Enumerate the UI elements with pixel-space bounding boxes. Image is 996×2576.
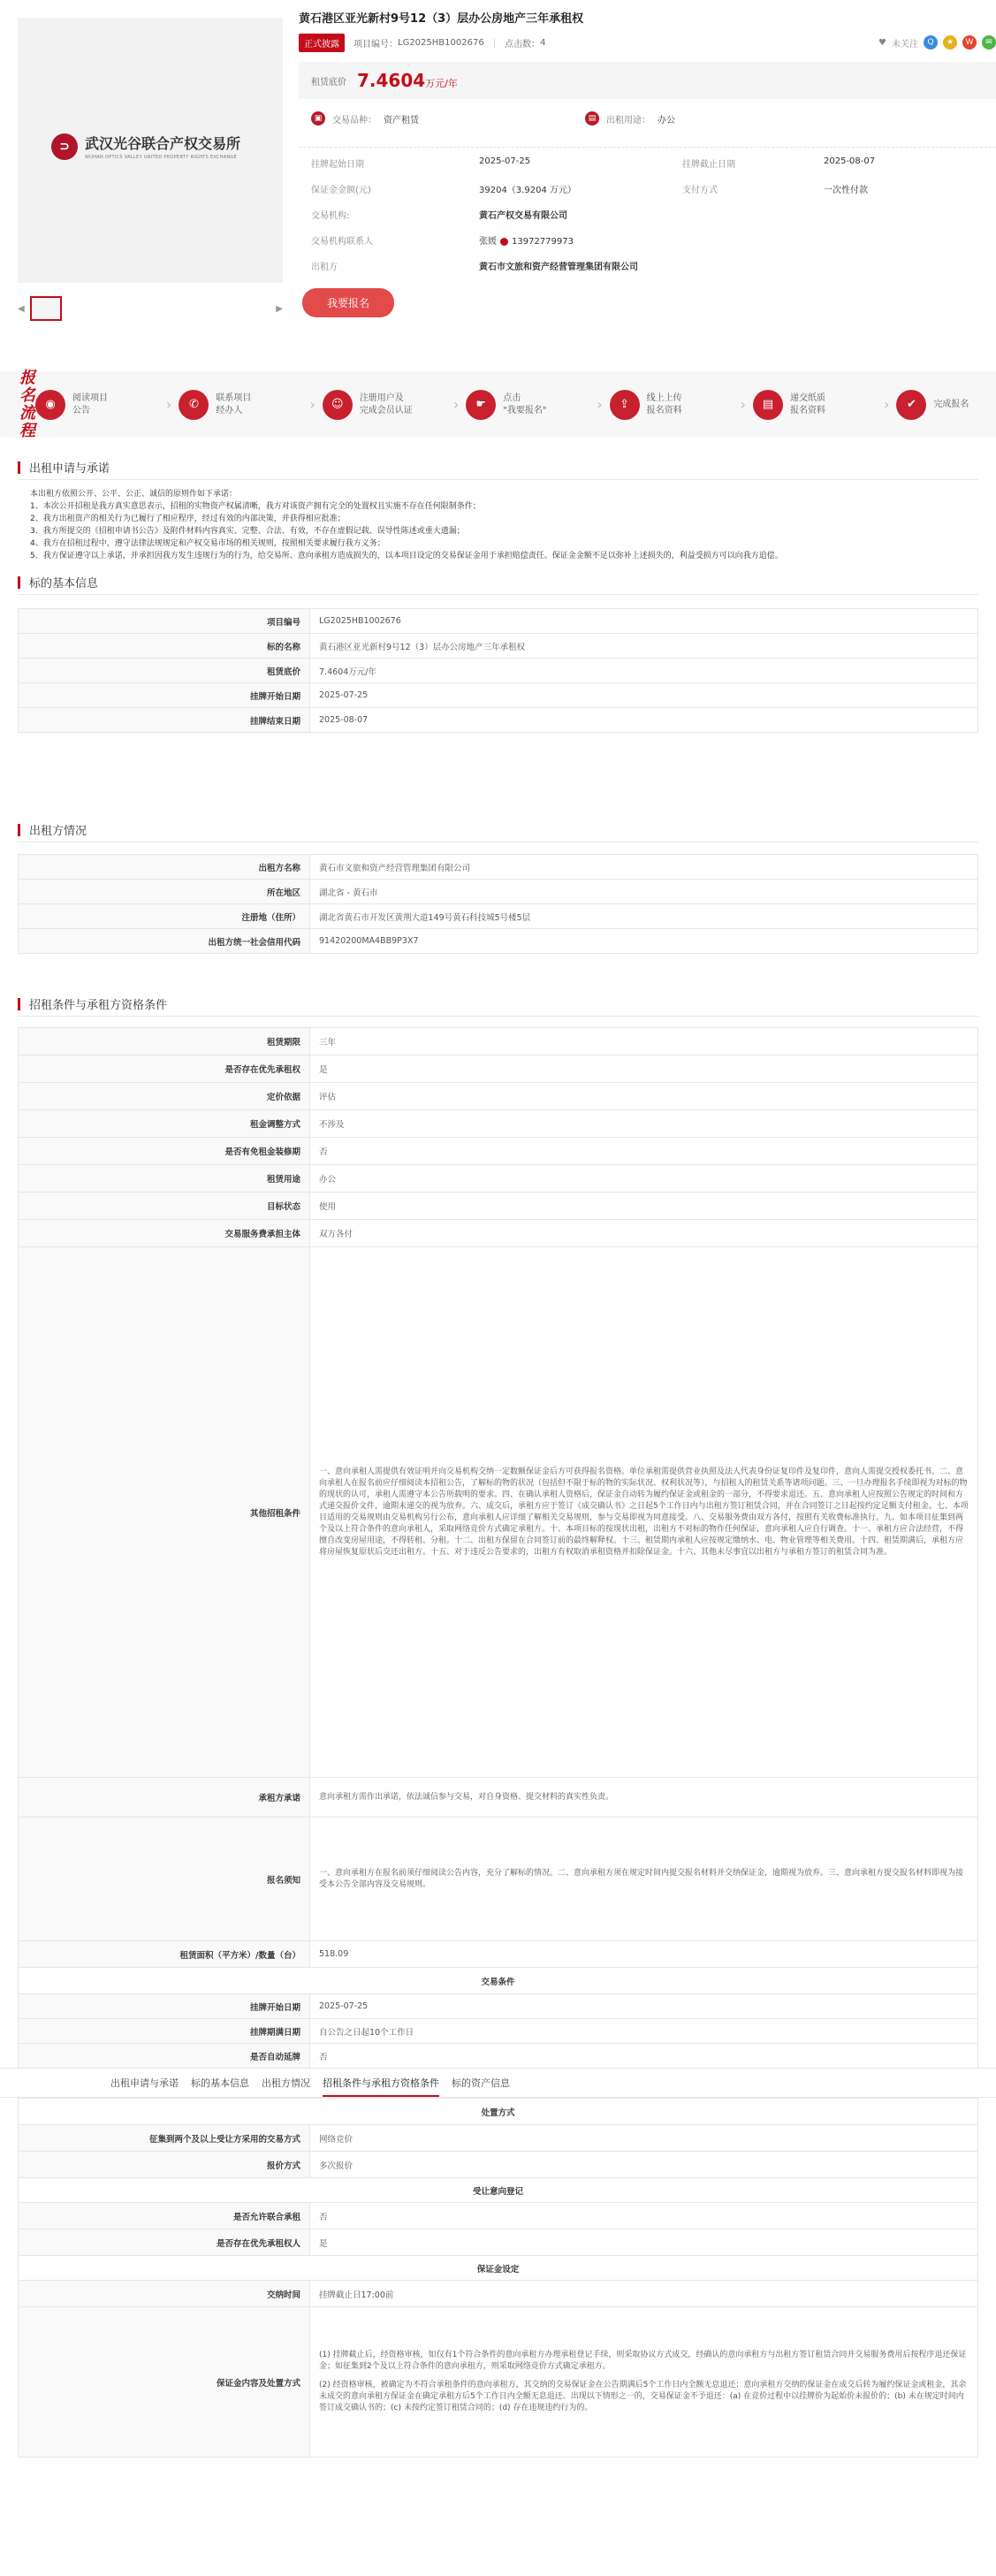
row-value: 518.09 bbox=[310, 1941, 978, 1968]
process-title-2: 流程 bbox=[19, 403, 35, 440]
step-label bbox=[933, 399, 969, 411]
notice-line: 4、我方在招租过程中，遵守法律法规规定和产权交易市场的相关规则，按照相关要求履行我方义务； bbox=[30, 539, 385, 548]
section-lessor-header: 出租方情况 bbox=[18, 818, 978, 842]
disposal-para-1: (1) 挂牌截止后，经资格审核，如仅有1个符合条件的意向承租方办理承租登记手续，则采取协议方式成交，经确认的意向承租方与出租方签订租赁合同并交易服务费用后按程序退还保证金；如征集到2个及以上符合条件的意向承租方，则采取网络竞价方式确定承租方。 bbox=[319, 2351, 967, 2371]
row-label: 报名须知 bbox=[19, 1818, 310, 1941]
row-label: 挂牌开始日期 bbox=[19, 683, 310, 708]
step-line-1: 递交纸质 bbox=[790, 392, 826, 403]
table-row bbox=[19, 855, 978, 880]
project-image bbox=[18, 18, 283, 283]
chevron-right-icon: › bbox=[597, 396, 603, 413]
row-value: 意向承租方需作出承诺，依法诚信参与交易，对自身资格、提交材料的真实性负责。 bbox=[310, 1778, 978, 1818]
table-row bbox=[19, 2281, 978, 2307]
chevron-right-icon: › bbox=[884, 396, 890, 413]
row-value: 91420200MA4BB9P3X7 bbox=[310, 929, 978, 954]
step-label bbox=[72, 392, 108, 417]
row-value: 2025-08-07 bbox=[310, 708, 978, 733]
step-line-1: 点击 bbox=[503, 392, 521, 403]
table-group-header bbox=[19, 1968, 978, 1994]
row-label: 挂牌期满日期 bbox=[19, 2019, 310, 2044]
chevron-right-icon: › bbox=[166, 396, 172, 413]
process-step bbox=[753, 390, 884, 420]
row-label: 是否存在优先承租权人 bbox=[19, 2229, 310, 2256]
table-row bbox=[19, 1247, 978, 1778]
type-value: 资产租赁 bbox=[384, 115, 419, 126]
table-row bbox=[19, 2152, 978, 2178]
pay-value: 一次性付款 bbox=[824, 186, 868, 195]
group-title: 受让意向登记 bbox=[19, 2178, 978, 2203]
table-row bbox=[19, 2125, 978, 2152]
tab-item[interactable]: 标的资产信息 bbox=[452, 2077, 510, 2089]
notice-line: 本出租方依照公开、公平、公正、诚信的原则作如下承诺： bbox=[30, 490, 238, 499]
org-label: 交易机构: bbox=[311, 211, 350, 221]
row-label: 挂牌结束日期 bbox=[19, 708, 310, 733]
step-label bbox=[503, 392, 546, 417]
org-grid bbox=[299, 208, 996, 272]
thumbnail-strip bbox=[18, 296, 283, 321]
step-line-2: "我要报名" bbox=[503, 405, 547, 415]
group-title: 处置方式 bbox=[19, 2099, 978, 2125]
thumbnail[interactable] bbox=[30, 296, 62, 321]
notice-line: 1、本次公开招租是我方真实意思表示，招租的实物资产权属清晰，我方对该资产拥有完全的处置权且实施不存在任何限制条件； bbox=[30, 502, 481, 511]
price-value: 7.4604 bbox=[357, 70, 426, 91]
use-label: 出租用途： bbox=[606, 115, 650, 126]
project-meta: 正式披露 项目编号： LG2025HB1002676 | 点击数： 4 ♥ 未关注 Q ★ W ✉ bbox=[299, 30, 996, 55]
next-arrow-icon[interactable]: ▶ bbox=[276, 303, 283, 314]
row-label: 承租方承诺 bbox=[19, 1778, 310, 1818]
table-row bbox=[19, 1138, 978, 1165]
contact-name: 张媛 bbox=[479, 237, 497, 247]
table-row bbox=[19, 609, 978, 634]
row-value bbox=[310, 2307, 978, 2458]
row-value: 挂牌截止日17:00前 bbox=[310, 2281, 978, 2307]
row-label: 是否自动延牌 bbox=[19, 2044, 310, 2069]
table-row bbox=[19, 1056, 978, 1083]
table-group-header bbox=[19, 2099, 978, 2125]
row-value: 湖北省黄石市开发区黄荆大道149号黄石科技城5号楼5层 bbox=[310, 904, 978, 929]
contact-phone[interactable]: 13972779973 bbox=[512, 237, 574, 247]
row-label: 出租方名称 bbox=[19, 855, 310, 880]
row-label: 是否存在优先承租权 bbox=[19, 1056, 310, 1083]
doc-icon: ▤ bbox=[753, 390, 783, 420]
process-step bbox=[610, 390, 741, 420]
weibo-share-icon[interactable]: W bbox=[962, 35, 977, 50]
row-value: 否 bbox=[310, 2044, 978, 2069]
row-label: 保证金内容及处置方式 bbox=[19, 2307, 310, 2458]
hand-icon: ☛ bbox=[466, 390, 496, 420]
table-row bbox=[19, 683, 978, 708]
step-line-1: 阅读项目 bbox=[72, 392, 108, 403]
table-group-header bbox=[19, 2178, 978, 2203]
group-title: 交易条件 bbox=[19, 1968, 978, 1994]
table-group-header bbox=[19, 2256, 978, 2281]
process-title-1: 报名 bbox=[19, 368, 35, 405]
row-value: 2025-07-25 bbox=[310, 1994, 978, 2019]
project-title: 黄石港区亚光新村9号12（3）层办公房地产三年承租权 bbox=[299, 12, 584, 26]
signup-process bbox=[0, 368, 996, 440]
project-header bbox=[18, 9, 992, 345]
section-tab-bar bbox=[0, 2068, 996, 2098]
tab-item[interactable]: 出租申请与承诺 bbox=[110, 2077, 179, 2089]
table-row bbox=[19, 634, 978, 659]
step-line-2: 报名资料 bbox=[646, 405, 682, 415]
table-row bbox=[19, 904, 978, 929]
trade-conditions-table bbox=[18, 2098, 978, 2458]
row-value: LG2025HB1002676 bbox=[310, 609, 978, 634]
org-value: 黄石产权交易有限公司 bbox=[479, 211, 567, 221]
chevron-right-icon: › bbox=[309, 396, 316, 413]
row-label: 挂牌开始日期 bbox=[19, 1994, 310, 2019]
row-label: 是否允许联合承租 bbox=[19, 2203, 310, 2229]
table-row bbox=[19, 2019, 978, 2044]
row-value: 是 bbox=[310, 1056, 978, 1083]
tab-item[interactable]: 标的基本信息 bbox=[191, 2077, 249, 2089]
process-step bbox=[35, 390, 166, 420]
process-step bbox=[466, 390, 597, 420]
section-basic-header: 标的基本信息 bbox=[18, 570, 978, 595]
section-notice-header: 出租申请与承诺 bbox=[18, 455, 978, 480]
type-label: 交易品种： bbox=[332, 115, 376, 126]
row-label: 所在地区 bbox=[19, 880, 310, 904]
price-box bbox=[299, 62, 996, 99]
step-line-2: 完成会员认证 bbox=[359, 405, 413, 415]
check-icon: ✔ bbox=[896, 390, 926, 420]
row-label: 租赁期限 bbox=[19, 1028, 310, 1056]
row-label: 租赁用途 bbox=[19, 1165, 310, 1193]
row-value: 7.4604万元/年 bbox=[310, 659, 978, 683]
exchange-logo bbox=[51, 133, 240, 160]
qq-share-icon[interactable]: Q bbox=[924, 35, 938, 50]
table-row bbox=[19, 1778, 978, 1818]
phone-icon: ✆ bbox=[179, 390, 209, 420]
step-label bbox=[360, 392, 413, 417]
contact-label: 交易机构联系人 bbox=[311, 237, 373, 247]
pay-label: 支付方式 bbox=[682, 186, 718, 195]
date-grid bbox=[299, 156, 996, 195]
notice-line: 3、我方所提交的《招租申请书公告》及附件材料内容真实、完整、合法、有效，不存在虚假记载、误导性陈述或重大遗漏； bbox=[30, 527, 465, 536]
process-step bbox=[896, 390, 996, 420]
use-icon: ▤ bbox=[585, 111, 599, 126]
row-label: 注册地（住所） bbox=[19, 904, 310, 929]
table-row bbox=[19, 659, 978, 683]
row-value: 办公 bbox=[310, 1165, 978, 1193]
row-label: 报价方式 bbox=[19, 2152, 310, 2178]
table-row bbox=[19, 2044, 978, 2069]
row-value: 2025-07-25 bbox=[310, 683, 978, 708]
row-value: 湖北省 - 黄石市 bbox=[310, 880, 978, 904]
row-value: 评估 bbox=[310, 1083, 978, 1110]
tab-item[interactable]: 出租方情况 bbox=[262, 2077, 310, 2089]
row-value: 不涉及 bbox=[310, 1110, 978, 1138]
row-label: 其他招租条件 bbox=[19, 1247, 310, 1778]
share-group bbox=[878, 35, 996, 50]
row-value: 三年 bbox=[310, 1028, 978, 1056]
row-label: 交易服务费承担主体 bbox=[19, 1220, 310, 1247]
chevron-right-icon: › bbox=[452, 396, 460, 413]
use-value: 办公 bbox=[658, 115, 675, 126]
step-label bbox=[790, 392, 825, 417]
table-row bbox=[19, 2203, 978, 2229]
clicks-count: 4 bbox=[540, 37, 546, 48]
step-line-1: 完成报名 bbox=[933, 399, 969, 409]
apply-button[interactable]: 我要报名 bbox=[302, 288, 394, 317]
row-value: 是 bbox=[310, 2229, 978, 2256]
row-value: 否 bbox=[310, 1138, 978, 1165]
step-label bbox=[216, 392, 251, 417]
divider bbox=[299, 147, 996, 148]
row-value: 一、意向承租方在报名前须仔细阅读公告内容，充分了解标的情况。二、意向承租方须在规定时间内提交报名材料并交纳保证金，逾期视为放弃。三、意向承租方提交报名材料即视为接受本公告全部内容及交易规则。 bbox=[310, 1818, 978, 1941]
table-row bbox=[19, 2307, 978, 2458]
table-row bbox=[19, 1083, 978, 1110]
row-value: 网络竞价 bbox=[310, 2125, 978, 2152]
step-line-2: 公告 bbox=[72, 405, 90, 415]
table-row bbox=[19, 929, 978, 954]
tab-item[interactable]: 招租条件与承租方资格条件 bbox=[323, 2076, 439, 2097]
end-value: 2025-08-07 bbox=[824, 156, 876, 166]
row-label: 定价依据 bbox=[19, 1083, 310, 1110]
row-label: 交纳时间 bbox=[19, 2281, 310, 2307]
logo-icon: ⊃ bbox=[51, 133, 78, 160]
row-label: 项目编号 bbox=[19, 609, 310, 634]
notice-text bbox=[30, 488, 967, 562]
row-label: 租金调整方式 bbox=[19, 1110, 310, 1138]
table-row bbox=[19, 1941, 978, 1968]
contact-value bbox=[479, 233, 974, 247]
lessor-table bbox=[18, 854, 978, 954]
row-label: 标的名称 bbox=[19, 634, 310, 659]
phone-icon bbox=[500, 238, 508, 246]
row-value: 否 bbox=[310, 2203, 978, 2229]
table-row bbox=[19, 1220, 978, 1247]
basic-info-table bbox=[18, 608, 978, 733]
table-row bbox=[19, 1818, 978, 1941]
row-label: 征集到两个及以上受让方采用的交易方式 bbox=[19, 2125, 310, 2152]
section-conditions-header: 招租条件与承租方资格条件 bbox=[18, 992, 978, 1017]
process-title bbox=[0, 370, 35, 440]
row-label: 租赁底价 bbox=[19, 659, 310, 683]
table-row bbox=[19, 708, 978, 733]
row-value: 一、意向承租人需提供有效证明并向交易机构交纳一定数额保证金后方可获得报名资格。单位承租需提供营业执照及法人代表身份证复印件及复印件，意向人需提交授权委托书。二、意向承租人在报名前应仔细阅读本招租公告，了解标的物的状况（包括但不限于标的物的实际状况、权利状况等），与招租人的租赁关系等诸项问题。三、一旦办理报名手续即视为对标的物的现状的认可，承租人需遵守本公告所载明的要求。四、在确认承租人资格后，保证金自动转为履约保证金或租金的一部分，不得要求退还。五、意向承租人应按照公告规定的时间和方式递交报价文件，逾期未递交的视为放弃。六、成交后，承租方应于签订《成交确认书》之日起5个工作日内与出租方签订租赁合同，并在合同签订之日起按约定足额支付租金。七、本项目适用的交易规则由交易机构另行公布，意向承租人应详细了解相关交易规则，参与交易即视为同意接受。八、交易服务费由双方各付，按照有关收费标准执行。九、如本项目征集到两个及以上符合条件的意向承租人，采取网络竞价方式确定承租方。十、本项目标的按现状出租，出租方不对标的物作任何保证，意向承租人应自行调查。十一、承租方应合法经营，不得擅自改变房屋用途，不得转租、分租。十二、出租方保留在合同签订前的最终解释权。十三、租赁期内承租人应按规定缴纳水、电、物业管理等相关费用。十四、租赁期满后，承租方应将房屋恢复原状后交还出租方。十五、对于违反公告要求的，出租方有权取消承租资格并扣除保证金。十六、其他未尽事宜以出租方与承租方签订的租赁合同为准。 bbox=[310, 1247, 978, 1778]
step-line-1: 线上上传 bbox=[646, 392, 682, 403]
status-badge: 正式披露 bbox=[299, 34, 345, 52]
row-label: 出租方统一社会信用代码 bbox=[19, 929, 310, 954]
process-step bbox=[179, 390, 309, 420]
row-value: 使用 bbox=[310, 1193, 978, 1220]
row-label: 是否有免租金装修期 bbox=[19, 1138, 310, 1165]
row-label: 目标状态 bbox=[19, 1193, 310, 1220]
group-title: 保证金设定 bbox=[19, 2256, 978, 2281]
process-step bbox=[323, 390, 453, 420]
qzone-share-icon[interactable]: ★ bbox=[943, 35, 957, 50]
project-info bbox=[299, 9, 996, 317]
price-unit: 万元/年 bbox=[425, 78, 458, 89]
project-code-label: 项目编号： bbox=[354, 39, 398, 50]
step-label bbox=[647, 392, 682, 417]
lessor-value[interactable]: 黄石市文旅和资产经营管理集团有限公司 bbox=[479, 263, 638, 272]
table-row bbox=[19, 1165, 978, 1193]
conditions-table bbox=[18, 1027, 978, 2069]
end-label: 挂牌截止日期 bbox=[682, 160, 735, 170]
upload-icon: ⇪ bbox=[610, 390, 640, 420]
logo-name: 武汉光谷联合产权交易所 bbox=[85, 135, 241, 152]
chevron-right-icon: › bbox=[740, 396, 747, 413]
row-value: 黄石港区亚光新村9号12（3）层办公房地产三年承租权 bbox=[310, 634, 978, 659]
tags-row bbox=[299, 99, 996, 138]
prev-arrow-icon[interactable]: ◀ bbox=[18, 303, 25, 314]
step-line-1: 联系项目 bbox=[216, 392, 252, 403]
row-label: 租赁面积（平方米）/数量（台） bbox=[19, 1941, 310, 1968]
table-row bbox=[19, 880, 978, 904]
notice-line: 5、我方保证遵守以上承诺，并承担因我方发生违规行为的行为，给交易所、意向承租方造成损失的，以本项目设定的交易保证金用于承担赔偿责任。保证金金额不足以弥补上述损失的，利益受损方可以向我方追偿。 bbox=[30, 552, 783, 560]
step-line-2: 报名资料 bbox=[790, 405, 826, 415]
disposal-para-2: (2) 经资格审核，被确定为不符合承租条件的意向承租方，其交纳的交易保证金在公告期满后5个工作日内全额无息退还；意向承租方交纳的保证金在成交后转为履约保证金或租金，其余未成交的意向承租方保证金在确定承租方后5个工作日内全额无息退还。出现以下情形之一的，交易保证金不予退还：(a) 在竞价过程中以挂牌价为起始价未报价的；(b) 未在规定时间内签订成交确认书的；(c) 未按约定签订租赁合同的；(d) 存在违规违约行为的。 bbox=[319, 2381, 967, 2412]
start-value: 2025-07-25 bbox=[479, 156, 531, 166]
table-row bbox=[19, 2229, 978, 2256]
eye-icon: ◉ bbox=[35, 390, 65, 420]
clicks-label: 点击数： bbox=[505, 39, 541, 50]
table-row bbox=[19, 1028, 978, 1056]
deposit-value: 39204（3.9204 万元） bbox=[479, 186, 576, 195]
process-steps bbox=[35, 390, 996, 420]
deposit-label: 保证金金额(元) bbox=[311, 186, 371, 195]
row-value: 黄石市文旅和资产经营管理集团有限公司 bbox=[310, 855, 978, 880]
row-value: 多次报价 bbox=[310, 2152, 978, 2178]
user-icon: ☺ bbox=[323, 390, 353, 420]
row-value: 双方各付 bbox=[310, 1220, 978, 1247]
step-line-1: 注册用户及 bbox=[359, 392, 404, 403]
heart-icon[interactable]: ♥ bbox=[878, 37, 886, 48]
table-row bbox=[19, 1994, 978, 2019]
wechat-share-icon[interactable]: ✉ bbox=[982, 35, 996, 50]
table-row bbox=[19, 1193, 978, 1220]
start-label: 挂牌起始日期 bbox=[311, 160, 364, 170]
logo-english: WUHAN OPTICS VALLEY UNITED PROPERTY RIGHTS EXCHANGE bbox=[85, 155, 238, 160]
price-label: 租赁底价 bbox=[311, 77, 346, 88]
category-icon: ▣ bbox=[311, 111, 325, 126]
table-row bbox=[19, 1110, 978, 1138]
step-line-2: 经办人 bbox=[216, 405, 243, 415]
row-value: 自公告之日起10个工作日 bbox=[310, 2019, 978, 2044]
lessor-label: 出租方 bbox=[311, 263, 338, 272]
follow-button[interactable]: 未关注 bbox=[892, 39, 918, 50]
project-code: LG2025HB1002676 bbox=[398, 37, 484, 48]
notice-line: 2、我方出租资产的相关行为已履行了相应程序，经过有效的内部决策，并获得相应批准； bbox=[30, 514, 346, 523]
